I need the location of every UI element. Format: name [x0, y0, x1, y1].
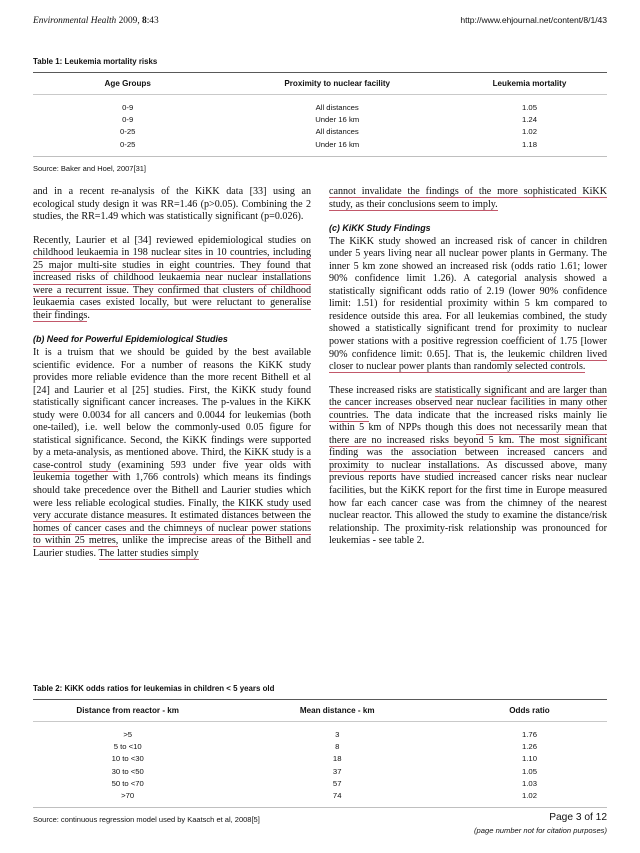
paragraph-kikk-findings — [329, 236, 607, 374]
table-row — [33, 753, 607, 765]
cell: 1.24 — [522, 115, 537, 125]
paragraph-laurier-review — [33, 235, 311, 323]
table-2-col-odds-ratio: Odds ratio — [452, 700, 607, 722]
running-head — [33, 14, 607, 30]
table-header-row — [33, 73, 607, 95]
cell: 0-9 — [122, 103, 134, 112]
text-run: (examining 593 under five year olds with leukemia together with 1,766 controls) which means its findings should take precedence over the Bithell and Laurier studies which were less reliable ecological studies. Finally, — [33, 459, 311, 509]
cell: 1.02 — [522, 790, 537, 800]
table-1-caption: Table 1: Leukemia mortality risks — [33, 57, 158, 66]
table-2 — [33, 699, 607, 808]
citation-note: (page number not for citation purposes) — [474, 826, 607, 835]
text-run: Recently, Laurier et al [34] reviewed epidemiological studies on — [33, 234, 311, 246]
table-row — [33, 777, 607, 789]
table-1-col-proximity: Proximity to nuclear facility — [222, 73, 452, 95]
cell: 57 — [332, 778, 342, 788]
subheading-b: (b) Need for Powerful Epidemiological Studies — [33, 334, 228, 345]
table-row — [33, 722, 607, 741]
highlighted-text: does not necessarily mean that there are no increased risks beyond 5 km. The most significant finding was the association between increased cancers and proximity to nuclear installations. — [329, 422, 608, 471]
text-run: The KiKK study showed an increased risk of cancer in children under 5 years living near all nuclear power plants in Germany. The inner 5 km zone showed an increased risk (odds ratio 1.61; lower 90% confidence limit 1.26). A categorial analysis showed a statistically significant odds ratio of 2.19 (lower 90% confidence limit: 1.51) for residential proximity within 5 km compared to residence outside this area. For all leukemias combined, the study showed a statistically significant trend for proximity to nuclear power stations with a positive regression coefficient of 1.75 [lower 90% confidence limit: 0.65]. That is, — [329, 235, 607, 360]
text-run: The data indicate that the increased risks mainly lie within 5 km of NPPs though this — [329, 409, 607, 434]
highlighted-text: statistically significant and are larger than the cancer increases observed near nuclear facilities in many other countries. — [329, 384, 607, 421]
table-row — [33, 765, 607, 777]
highlighted-text: KiKK study is a case-control study — [33, 447, 311, 471]
cell: 1.05 — [522, 103, 537, 112]
cell: 18 — [332, 754, 342, 764]
subheading-c: (c) KiKK Study Findings — [329, 223, 431, 234]
table-2-block — [33, 684, 607, 824]
highlighted-text: cannot invalidate the findings of the more sophisticated KiKK study, as their conclusions seem to imply. — [329, 186, 607, 210]
table-1-head — [33, 73, 607, 95]
highlighted-text: The latter studies simply — [98, 547, 199, 559]
table-row — [33, 114, 607, 126]
paragraph-cannot-invalidate — [329, 186, 607, 211]
cell: Under 16 km — [315, 139, 360, 149]
text-run: These increased risks are — [329, 384, 436, 396]
text-run: . — [87, 309, 90, 321]
body-columns — [33, 186, 607, 686]
cell: 1.02 — [522, 127, 537, 137]
cell: >5 — [123, 730, 133, 739]
cell: 1.10 — [522, 754, 537, 764]
table-row — [33, 126, 607, 138]
cell: >70 — [121, 790, 135, 800]
table-1-source: Source: Baker and Hoel, 2007[31] — [33, 163, 146, 173]
highlighted-text: the KIKK study used very accurate distance measures. It estimated distances between the homes of cancer cases and the chimneys of nuclear power stations to within 25 metres, — [33, 497, 311, 547]
cell: 0-25 — [120, 139, 136, 149]
cell: 1.05 — [522, 766, 537, 776]
table-1-body — [33, 95, 607, 157]
journal-issue: :43 — [146, 16, 159, 26]
highlighted-text: childhood leukaemia in 198 nuclear sites in 10 countries, including 25 major multi-site studies in eight countries. They found that increased risks of childhood leukaemia near nuclear installations were a recurrent issue. They confirmed that clusters of childhood leukaemia cases existed locally, but were reluctant to generalise their findings — [33, 247, 311, 321]
cell: 1.18 — [522, 139, 537, 149]
cell: 50 to <70 — [111, 778, 144, 788]
running-head-citation — [33, 15, 159, 28]
highlighted-text: the leukemic children lived closer to nuclear power plants than randomly selected controls. — [329, 348, 607, 373]
page-footer — [474, 812, 607, 835]
table-row — [33, 789, 607, 807]
cell: 37 — [332, 766, 342, 776]
table-row — [33, 138, 607, 156]
cell: 1.76 — [522, 730, 537, 739]
page-number: Page 3 of 12 — [549, 812, 607, 823]
paragraph-increased-risks — [329, 385, 607, 548]
journal-year: 2009, — [116, 16, 143, 26]
table-row — [33, 741, 607, 753]
text-run: unlike the imprecise areas of the Bithell and Laurier studies. — [33, 535, 311, 559]
table-2-col-mean-distance: Mean distance - km — [222, 700, 452, 722]
cell: All distances — [315, 103, 359, 112]
table-1-block — [33, 57, 607, 173]
article-url[interactable]: http://www.ehjournal.net/content/8/1/43 — [460, 15, 607, 25]
table-2-caption: Table 2: KiKK odds ratios for leukemias in children < 5 years old — [33, 684, 275, 693]
cell: 5 to <10 — [113, 742, 142, 752]
cell: 8 — [335, 742, 340, 752]
cell: Under 16 km — [315, 115, 360, 125]
cell: 0-25 — [120, 127, 136, 137]
cell: 3 — [335, 730, 340, 739]
cell: 30 to <50 — [111, 766, 144, 776]
table-1 — [33, 72, 607, 157]
paragraph-need-for-studies — [33, 347, 311, 560]
table-2-source: Source: continuous regression model used by Kaatsch et al, 2008[5] — [33, 814, 260, 824]
cell: 1.03 — [522, 778, 537, 788]
table-1-col-age-groups: Age Groups — [33, 73, 222, 95]
text-run: As discussed above, many previous reports have studied increased cancer risks near nuclear facilities, but the KiKK report for the first time in Europe measured how far each cancer case was from the chimney of the nearest nuclear reactor. This allowed the study to examine the distance/risk relationship. The proximity-risk relationship was pronounced for leukemias - see table 2. — [329, 459, 607, 547]
table-row — [33, 95, 607, 114]
journal-volume: 8 — [142, 16, 147, 26]
left-column — [33, 186, 311, 571]
cell: 0-9 — [122, 115, 134, 125]
journal-name: Environmental Health — [33, 16, 117, 26]
text-run: It is a truism that we should be guided by the best available scientific evidence. For a number of reasons the KiKK study provides more reliable evidence than the more recent Bithell et al [24] and Laurier et al [25] studies. First, the KiKK study found statistically significant cancer increases. The p-values in the KiKK study were 0.0034 for all cancers and 0.0044 for leukemias (both one-tailed), i.e. well below the commonly-used 0.05 figure for statistical significance. Second, the KiKK findings were supported by a meta-analysis, as mentioned above. Third, the — [33, 346, 311, 459]
paragraph-reanalysis: and in a recent re-analysis of the KiKK data [33] using an ecological study design it was RR=1.46 (p>0.05). Combining the 2 studies, the RR=1.49 which was statistically significant (p=0.026). — [33, 186, 311, 223]
cell: 1.26 — [522, 742, 537, 752]
cell: 10 to <30 — [111, 754, 144, 764]
table-2-col-distance: Distance from reactor - km — [33, 700, 222, 722]
table-2-head — [33, 700, 607, 722]
table-header-row — [33, 700, 607, 722]
right-column — [329, 186, 607, 559]
cell: 74 — [332, 790, 342, 800]
table-2-body — [33, 722, 607, 808]
table-1-col-mortality: Leukemia mortality — [452, 73, 607, 95]
cell: All distances — [315, 127, 359, 137]
